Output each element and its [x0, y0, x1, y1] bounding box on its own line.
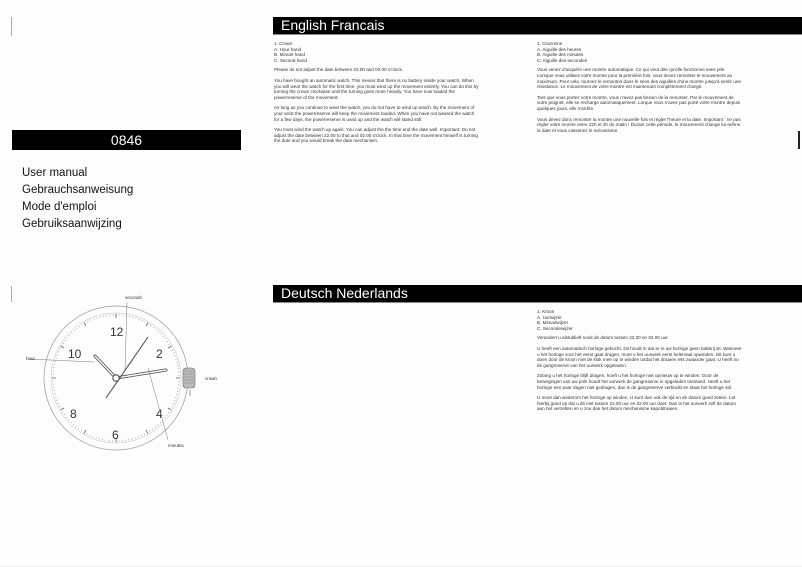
section-header-label: Deutsch Nederlands — [281, 285, 408, 301]
dial-number-2: 2 — [156, 347, 163, 361]
paragraph: U heeft een automatisch horloge gekocht. Dit houdt in dat er in uw horloge geen batterij zit. Wanneer u het horloge voor het eerst gaat dragen, moet u het uurwerk eerst helemaal opwinden. Dit kunt u doen door de kroon met de klok mee op te winden totdat het draaien iets zwaarder gaat. U heeft nu de gangreserve van het uurwerk opgeladen. — [537, 345, 742, 368]
crop-mark-mid-left — [11, 286, 12, 302]
part-item: A. Uurwijzer — [537, 314, 562, 320]
label-seconds: seconds — [125, 295, 142, 300]
paragraph: Tant que vous portez votre montre, vous n'avez pas besoin de la remonter. Par le mouvement de votre poignet, elle se recharge automatiquement. Lorque vous n'avez pas porté votre montre depuis quelques jours, elle s'arrête. — [537, 94, 741, 111]
part-item: B. Aiguille des minutes — [537, 52, 584, 58]
part-item: B. Minuutwijzer — [537, 320, 569, 326]
english-instructions — [274, 41, 479, 149]
paragraph: Vous venez d'acquérir une montre automatique. Ce qui veut dire qu'elle fonctionne sans pile. Lorsque vous utilisez votre montre pour la première fois, vous devez remonter le mouvement au maximum. Pour cela, tournez le remontoir dans le sens des aiguilles d'une montre jusqu'à sentir une résistance. Le mouvement de votre montre est maintenant complètement chargé. — [537, 67, 741, 90]
part-item: C. Second hand — [274, 57, 307, 63]
label-minutes: minutes — [168, 443, 184, 448]
crop-mark-top-left — [11, 17, 12, 36]
dial-number-12: 12 — [110, 325, 124, 339]
paragraph: Vous devez donc remonter la montre une nouvelle fois et régler l'heure et la date. Important : ne pas régler votre montre entre 22h et 2h du matin ! Durant cette période, le mouvement change lui-même la date et vous casseriez le mécanisme. — [537, 116, 741, 133]
paragraph: Zolang u het horloge blijft dragen, hoeft u het horloge niet opnieuw op te winden. Door de bewegingen van uw pols houdt het uurwerk de gangreserve in opgeladen toestand. Heeft u het horloge een paar dagen niet gedragen, dan is de gangreserve verbruikt en staat het horloge stil. — [537, 373, 733, 390]
dial-number-6: 6 — [112, 428, 119, 442]
dial-number-8: 8 — [70, 407, 77, 421]
paragraph: Please do not adjust the date between 22.00 and 02.00 o'clock. — [274, 67, 404, 73]
dutch-instructions — [537, 309, 743, 417]
title-english: User manual — [22, 167, 88, 179]
manual-titles — [22, 165, 133, 233]
dial-number-4: 4 — [156, 407, 163, 421]
section-header-german-dutch — [273, 285, 802, 303]
parts-list — [274, 41, 479, 63]
french-instructions — [537, 41, 743, 138]
title-dutch: Gebruiksaanwijzing — [22, 218, 122, 230]
title-german: Gebrauchsanweisung — [22, 184, 134, 196]
paragraph: As long as you continue to wear the watch, you do not have to wind up watch. By the movement of your wrist the powerreserve will keep the movement loaded. When you have not weared the watch for a few days, the powerreserve is used up and the watch will stand still. — [274, 105, 475, 122]
part-item: B. Minute hand — [274, 52, 305, 58]
second-hand — [106, 337, 148, 398]
title-french: Mode d'emploi — [22, 201, 97, 213]
model-number-bar — [12, 130, 241, 150]
section-header-english-french — [273, 17, 802, 35]
paragraph: U moet dan wederom het horloge op winden. U kunt dan ook de tijd en de datum goed zetten. Let hierbij goed op dat u dit niet tussen 22.00 uur en 02.00 uur doet. Dan is het uurwerk zelf de datum aan het verzetten en u zou dan het datum mechanisme kapotdraaien. — [537, 395, 736, 412]
part-item: 1. Kroon — [537, 309, 555, 314]
part-item: 1. Couronne — [537, 41, 563, 46]
model-number: 0846 — [110, 132, 143, 148]
parts-list — [537, 309, 743, 331]
paragraph: You have bought an automatic watch. This means that there is no battery inside your watch. When you will wear the watch for the first time, you must wind up the movement entirely. You can do this by turning the crown clockwise until the turning goes more heavily. You have now loaded the powerreserve of the movement. — [274, 77, 479, 100]
part-item: C. Secondewijzer — [537, 325, 573, 331]
label-hour: hour — [26, 356, 36, 361]
watch-diagram — [20, 290, 250, 470]
part-item: A. Aiguille des heures — [537, 46, 582, 52]
part-item: C. Aiguille des secondes — [537, 57, 588, 63]
watch-face-illustration — [20, 290, 250, 470]
part-item: A. Hour hand — [274, 46, 302, 52]
paragraph: You must wind the watch up again. You can adjust the the time and the date well. Important: Do not adjust the date between 22.00 to that and 02.00 o'clock. In that time the movement himself is turning the date and you would break the date mechanism. — [274, 127, 478, 144]
paragraph: Verandert u alstublieft nooit de datum tussen 22.00 en 02.00 uur. — [537, 335, 669, 341]
crop-mark-right — [798, 131, 800, 149]
label-crown: crown — [205, 376, 218, 381]
parts-list — [537, 41, 743, 63]
section-header-label: English Francais — [281, 17, 385, 33]
dial-number-10: 10 — [68, 347, 82, 361]
part-item: 1. Crown — [274, 41, 293, 46]
